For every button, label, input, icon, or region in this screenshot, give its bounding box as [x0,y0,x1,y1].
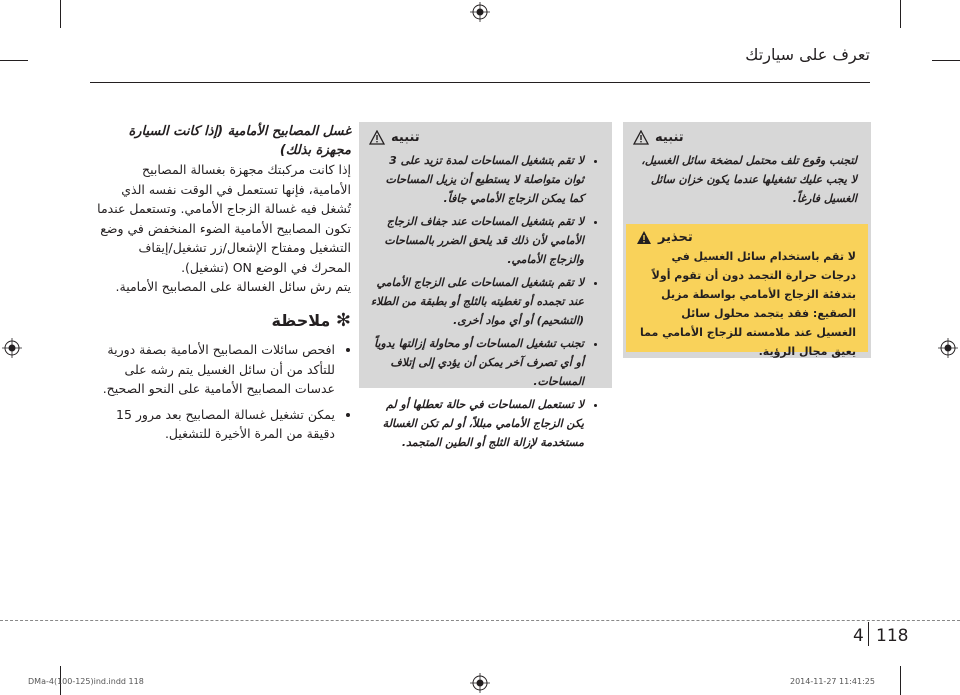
crop-mark [900,0,901,28]
body-paragraph: يتم رش سائل الغسالة على المصابيح الأمامية. [115,279,351,294]
note-heading [96,311,351,331]
warning-header [626,224,868,247]
print-timestamp: 2014-11-27 11:41:25 [790,677,875,686]
warning-title: تحذير [658,230,693,245]
chapter-title: تعرف على سيارتك [745,45,870,64]
footer-divider [868,622,869,646]
list-item: • لا تقم بتشغيل المساحات لمدة تزيد على 3 ثوان متواصلة لا يستطيع أن يزيل المساحات كما يمكن الزجاج الأمامي جافاً. [369,151,584,208]
header-rule [90,82,870,83]
warning-body: لا تقم باستخدام سائل الغسيل في درجات حرارة التجمد دون أن تقوم أولاً بتدفئة الزجاج الأمامي بواسطة مزيل الصقيع: فقد يتجمد محلول سائل الغسيل عند ملامسته للزجاج الأمامي مما يعيق مجال الرؤية. [639,250,856,358]
note-list [96,340,351,444]
warning-triangle-icon [636,230,652,245]
caution-header [623,122,871,151]
warning-triangle-icon [369,130,385,145]
crop-mark [932,60,960,61]
subheading: غسل المصابيح الأمامية (إذا كانت السيارة مجهزة بذلك) [128,124,351,158]
crop-mark [0,60,28,61]
caution-title: تنبيه [391,130,420,145]
caution-body: لتجنب وقوع تلف محتمل لمضخة سائل الغسيل، لا يجب عليك تشغيلها عندما يكون خزان سائل الغسيل فارغاً. [641,154,857,205]
list-item: • لا تستعمل المساحات في حالة تعطلها أو لم يكن الزجاج الأمامي مبللاً، أو لم تكن الغسالة مستخدمة لإزالة الثلج أو الطين المتجمد. [369,395,584,452]
list-item: • تجنب تشغيل المساحات أو محاولة إزالتها يدوياً أو أي تصرف آخر يمكن أن يؤدي إلى إتلاف المساحات. [369,334,584,391]
registration-mark-icon [470,673,490,693]
trim-line [0,620,960,621]
caution-title: تنبيه [655,130,684,145]
list-item: • يمكن تشغيل غسالة المصابيح بعد مرور 15 دقيقة من المرة الأخيرة للتشغيل. [96,405,335,444]
note-title: ملاحظة [271,310,331,330]
page-number: 118 [876,626,909,646]
star-icon: ✻ [335,309,351,331]
file-info: DMa-4(100-125)ind.indd 118 [28,677,144,686]
warning-triangle-icon [633,130,649,145]
body-paragraph: إذا كانت مركبتك مجهزة بغسالة المصابيح الأمامية، فإنها تستعمل في الوقت نفسه الذي تُشغل فيه غسالة الزجاج الأمامي. وتستعمل عندما تكون المصابيح الأمامية الضوء المنخفض في وضع التشغيل ومفتاح الإشعال/زر تشغيل/إيقاف المحرك في الوضع ON (تشغيل). [97,162,351,275]
caution-box [359,122,612,449]
registration-mark-icon [470,2,490,22]
chapter-number: 4 [853,626,864,646]
caution-body [359,151,612,452]
registration-mark-icon [938,338,958,358]
crop-mark [60,0,61,28]
caution-header [359,122,612,151]
left-text-column [96,122,351,450]
registration-mark-icon [2,338,22,358]
list-item: • افحص سائلات المصابيح الأمامية بصفة دورية للتأكد من أن سائل الغسيل يتم رشه على عدسات المصابيح الأمامية على النحو الصحيح. [96,340,335,399]
list-item: • لا تقم بتشغيل المساحات عند جفاف الزجاج الأمامي لأن ذلك قد يلحق الضرر بالمساحات والزجاج الأمامي. [369,212,584,269]
warning-box [626,224,868,358]
crop-mark [900,666,901,695]
list-item: • لا تقم بتشغيل المساحات على الزجاج الأمامي عند تجمده أو تغطيته بالثلج أو بطبقة من الطلاء (التشحيم) أو أي مواد أخرى. [369,273,584,330]
